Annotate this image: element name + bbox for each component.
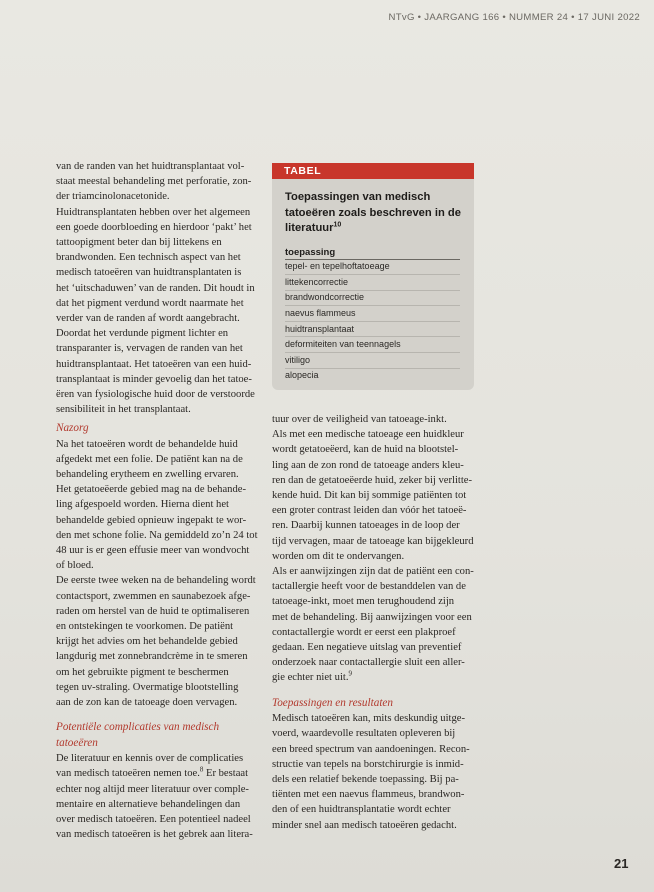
text-line: gedaan. Een negatieve uitslag van preventief [272, 642, 462, 654]
text-line: van medisch tatoeëren is het gebrek aan litera- [56, 829, 253, 841]
text-line: der triamcinolonacetonide. [56, 191, 170, 203]
column-left-top [56, 159, 264, 417]
table-title-line [285, 221, 462, 237]
section-heading-nazorg: Nazorg [56, 422, 89, 434]
text-line: sensibiliteit in het transplantaat. [56, 404, 191, 416]
text-line: Huidtransplantaten hebben over het algemeen [56, 206, 251, 218]
text-line: van de randen van het huidtransplantaat vol- [56, 161, 245, 172]
text-line: staat meestal behandeling met perforatie, zon- [56, 176, 252, 188]
text-line: en ontstekingen te voorkomen. De patiënt [56, 620, 234, 632]
table-row: tepel- en tepelhoftatoeage [285, 260, 460, 276]
text-line: raden om herstel van de huid te optimaliseren [56, 605, 250, 617]
text-line: De literatuur en kennis over de complicaties [56, 753, 244, 765]
column-left-bottom [56, 421, 264, 842]
text-line: den of een huidtransplantatie wordt echter [272, 804, 451, 816]
text-line: 48 uur is er geen effusie meer van wondvocht [56, 544, 250, 556]
section-heading-toepassingen: Toepassingen en resultaten [272, 696, 393, 709]
text-fragment: gie echter niet uit. [272, 672, 349, 684]
text-line: tegen uv-straling. Overmatige blootstelling [56, 681, 239, 693]
text-line: tatoeage-inkt, moet men terughoudend zijn [272, 596, 455, 608]
table-row: littekencorrectie [285, 275, 460, 291]
text-line: behandeling erytheem en zwelling ervaren. [56, 468, 239, 480]
section-heading-complicaties: Potentiële complicaties van medisch [56, 721, 220, 734]
table-title [285, 190, 462, 237]
text-line: contactsport, zwemmen en saunabezoek afge- [56, 590, 251, 602]
table-row: brandwondcorrectie [285, 291, 460, 307]
text-line: huidtransplantaat. Het tatoeëren van een huid- [56, 358, 252, 370]
text-line: echter nog altijd meer literatuur over comple- [56, 783, 249, 795]
text-line: transplantaat is minder gevoelig dan het tatoe- [56, 373, 252, 385]
text-line: wordt getatoeëerd, kan de huid na blootstel- [272, 444, 459, 456]
text-line: tattoopigment beter dan bij littekens en [56, 237, 222, 249]
text-line: tactallergie heeft voor de bestanddelen van de [272, 581, 466, 593]
table-title-line: Toepassingen van medisch [285, 191, 431, 203]
text-line: met de behandeling. Bij aanwijzingen voor een [272, 611, 472, 623]
text-line: kende huid. Dit kan bij sommige patiënten tot [272, 490, 467, 502]
text-line: tuur over de veiligheid van tatoeage-inkt. [272, 414, 447, 425]
text-line: ling aan de zon rond de tatoeage anders kleu- [272, 459, 464, 471]
text-line: verder van de randen af wordt aangebracht. [56, 313, 240, 325]
text-line: structie van tepels na borstchirurgie is inmid- [272, 758, 464, 770]
text-line: om het gebruikte pigment te beschermen [56, 666, 229, 678]
text-line: aan de zon kan de tatoeage doen vervagen. [56, 696, 238, 708]
text-line: medisch tatoeëren van huidtransplantaten is [56, 267, 242, 279]
text-line: ren dan de getatoeëerde huid, zeker bij verlitte- [272, 474, 473, 486]
text-line: worden om dit te ondervangen. [272, 550, 405, 562]
table-row: deformiteiten van teennagels [285, 337, 460, 353]
table-rows [285, 260, 460, 384]
text-line: tiënten met een naevus flammeus, brandwon- [272, 789, 465, 801]
text-line: ling afgespoeld worden. Hierna dient het [56, 499, 229, 511]
text-line: Als er aanwijzingen zijn dat de patiënt een con- [272, 566, 474, 578]
table-label: TABEL [272, 163, 474, 179]
text-line: het ‘uitschaduwen’ van de randen. Dit houdt in [56, 282, 255, 294]
text-line: Medisch tatoeëren kan, mits deskundig uitge- [272, 713, 465, 725]
table-title-text: literatuur [285, 222, 334, 234]
text-line: over medisch tatoeëren. Een potentieel nadeel [56, 813, 251, 825]
text-line: De eerste twee weken na de behandeling wordt [56, 575, 256, 587]
section-heading-complicaties-2: tatoeëren [56, 736, 98, 749]
text-line: een breed spectrum van aandoeningen. Recon- [272, 743, 470, 755]
text-line: dat het pigment verdund wordt naarmate het [56, 297, 244, 309]
page-number: 21 [614, 856, 629, 871]
text-fragment: Er bestaat [203, 768, 249, 780]
text-line: of bloed. [56, 560, 94, 572]
text-line [56, 766, 264, 781]
text-fragment: van medisch tatoeëren nemen toe. [56, 768, 200, 780]
reference-superscript: 10 [333, 221, 342, 229]
text-line: een groter contrast leiden dan vóór het tatoeë- [272, 505, 467, 517]
text-line: ëren van fysiologische huid door de verstoorde [56, 389, 255, 401]
text-line: mentaire en alternatieve behandelingen dan [56, 798, 241, 810]
text-line: krijgt het advies om het behandelde gebied [56, 636, 238, 648]
text-line: brandwonden. Een technisch aspect van het [56, 252, 241, 264]
text-line: tijd vervagen, maar de tatoeage kan bijgekleurd [272, 535, 474, 547]
running-header: NTvG • JAARGANG 166 • NUMMER 24 • 17 JUNI 2022 [388, 12, 640, 23]
table-row: alopecia [285, 370, 319, 381]
text-line: Na het tatoeëren wordt de behandelde huid [56, 438, 238, 450]
table-column-header: toepassing [285, 247, 460, 260]
text-line: transparanter is, vervagen de randen van het [56, 343, 243, 355]
text-line: Het getatoeëerde gebied mag na de behande- [56, 484, 246, 496]
text-line: dels een relatief bekende toepassing. Bij pa- [272, 773, 459, 785]
table-row: vitiligo [285, 353, 460, 369]
table-row: naevus flammeus [285, 306, 460, 322]
text-line: Doordat het verdunde pigment lichter en [56, 328, 229, 340]
text-line: langdurig met zonnebrandcrème in te smeren [56, 651, 248, 663]
text-line: voerd, waardevolle resultaten opleveren bij [272, 728, 456, 740]
table-title-line: tatoeëren zoals beschreven in de [285, 206, 461, 219]
reference-superscript: 8 [199, 765, 204, 774]
text-line: contactallergie wordt er eerst een plakproef [272, 626, 456, 638]
text-line: behandelde gebied opnieuw ingepakt te wor- [56, 514, 247, 526]
text-line: den met schone folie. Na gemiddeld zo’n 24 tot [56, 529, 258, 541]
text-line: minder snel aan medisch tatoeëren gedacht. [272, 819, 457, 831]
table-row: huidtransplantaat [285, 322, 460, 338]
table-box [272, 163, 474, 390]
text-line: Als met een medische tatoeage een huidkleur [272, 429, 464, 441]
column-right-bottom [272, 412, 482, 833]
text-line: ren. Daarbij kunnen tatoeages in de loop der [272, 520, 460, 532]
text-line: afgedekt met een folie. De patiënt kan na de [56, 453, 243, 465]
text-line [272, 670, 482, 685]
text-line: onderzoek naar contactallergie sluit een aller- [272, 657, 465, 669]
text-line: een goede doorbloeding en hierdoor ‘pakt’ het [56, 221, 252, 233]
reference-superscript: 9 [348, 669, 352, 678]
